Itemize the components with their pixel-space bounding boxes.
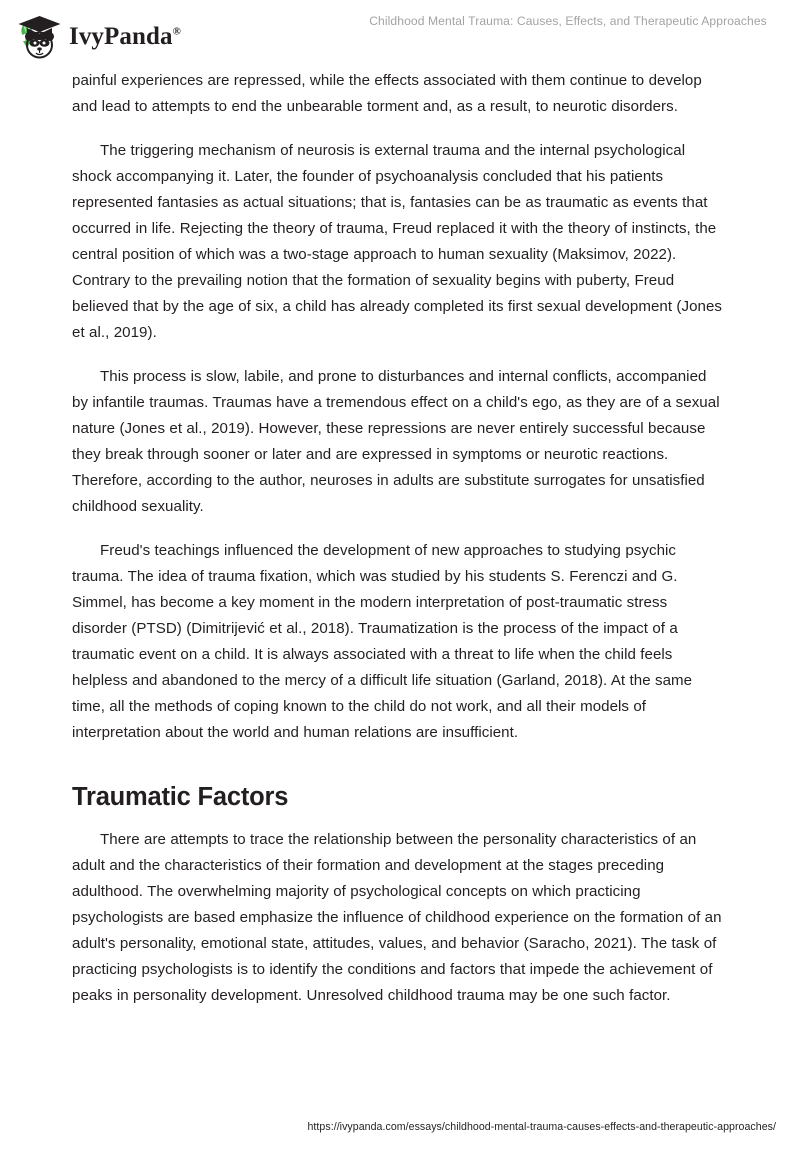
page-footer (0, 1114, 800, 1160)
paragraph-3: This process is slow, labile, and prone to disturbances and internal conflicts, accompanied by infantile traumas. Traumas have a tremendous effect on a child's ego, as they are of a sexual nature (Jones et al., 2019). However, these repressions are never entirely successful because they break through sooner or later and are expressed in symptoms or neurotic reactions. Therefore, according to the author, neuroses in adults are substitute surrogates for unsatisfied childhood sexuality. (72, 368, 720, 515)
panda-graduation-cap-logo-icon (16, 13, 63, 59)
document-title: Childhood Mental Trauma: Causes, Effects, and Therapeutic Approaches (369, 14, 767, 28)
paragraph-2: The triggering mechanism of neurosis is external trauma and the internal psychological shock accompanying it. Later, the founder of psychoanalysis concluded that his patients represented fantasies as actual situations; that is, fantasies can be as traumatic as events that occurred in life. Rejecting the theory of trauma, Freud replaced it with the theory of instincts, the central position of which was a two-stage approach to human sexuality (Maksimov, 2022). Contrary to the prevailing notion that the formation of sexuality begins with puberty, Freud believed that by the age of six, a child has already completed its first sexual development (Jones et al., 2019). (72, 142, 723, 341)
source-url-link[interactable]: https://ivypanda.com/essays/childhood-mental-trauma-causes-effects-and-therapeutic-approaches/ (307, 1121, 776, 1133)
page-header (0, 0, 800, 62)
brand-name-text: IvyPanda (69, 22, 173, 50)
document-content (72, 68, 724, 1009)
paragraph-4: Freud's teachings influenced the development of new approaches to studying psychic trauma. The idea of trauma fixation, which was studied by his students S. Ferenczi and G. Simmel, has become a key moment in the modern interpretation of post-traumatic stress disorder (PTSD) (Dimitrijević et al., 2018). Traumatization is the process of the impact of a traumatic event on a child. It is always associated with a threat to life when the child feels helpless and abandoned to the mercy of a difficult life situation (Garland, 2018). At the same time, all the methods of coping known to the child do not work, and all their models of interpretation about the world and human relations are insufficient. (72, 542, 693, 741)
paragraph-5: There are attempts to trace the relationship between the personality characteristics of an adult and the characteristics of their formation and development at the stages preceding adulthood. The overwhelming majority of psychological concepts on which practicing psychologists are based emphasize the influence of childhood experience on the formation of an adult's personality, emotional state, attitudes, values, and behavior (Saracho, 2021). The task of practicing psychologists is to identify the conditions and factors that impede the achievement of peaks in personality development. Unresolved childhood trauma may be one such factor. (72, 831, 722, 1004)
registered-trademark-symbol: ® (172, 25, 181, 38)
brand-name (69, 24, 181, 49)
paragraph-1: painful experiences are repressed, while the effects associated with them continue to develop and lead to attempts to end the unbearable torment and, as a result, to neurotic disorders. (72, 72, 702, 115)
brand-logo-link[interactable] (16, 13, 181, 59)
section-heading-traumatic-factors: Traumatic Factors (72, 783, 289, 811)
